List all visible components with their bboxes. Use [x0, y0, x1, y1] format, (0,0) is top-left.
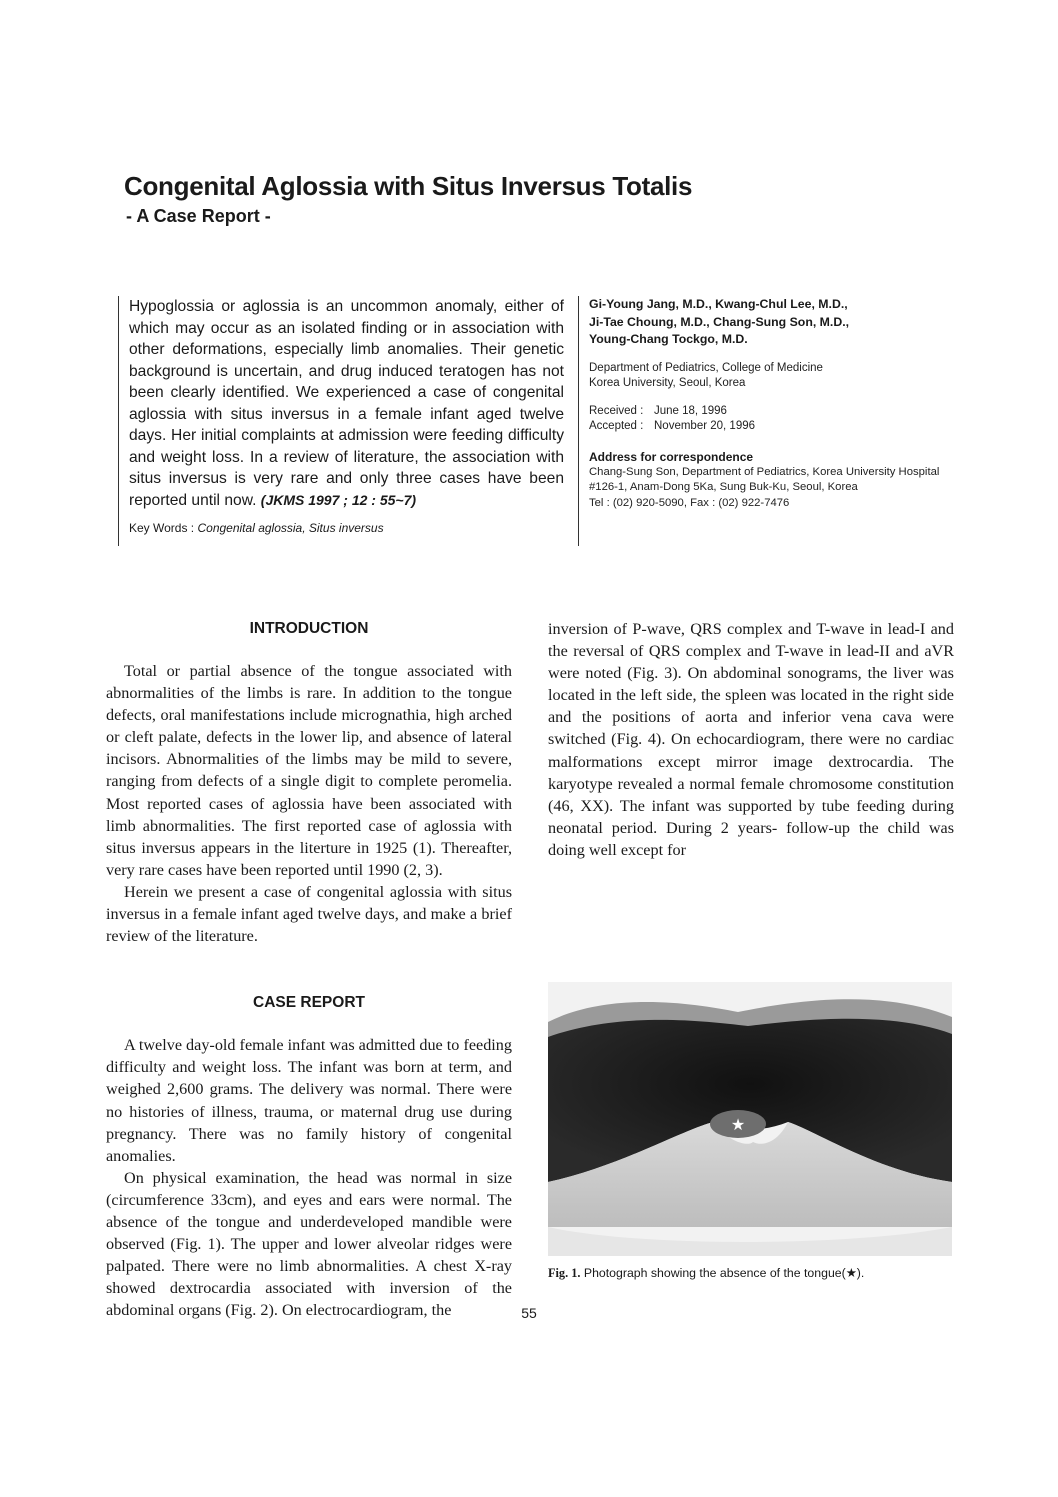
correspondence-line: Tel : (02) 920-5090, Fax : (02) 922-7476 [589, 496, 790, 509]
received-row [589, 404, 958, 420]
accepted-date: November 20, 1996 [654, 420, 756, 432]
affiliation-line: Department of Pediatrics, College of Medicine [589, 361, 823, 374]
author-line: Ji-Tae Choung, M.D., Chang-Sung Son, M.D., [589, 314, 850, 329]
abstract [118, 296, 564, 546]
article-title: Congenital Aglossia with Situs Inversus Totalis [124, 171, 693, 201]
accepted-row [589, 419, 958, 435]
case-report-heading: CASE REPORT [253, 994, 365, 1012]
abstract-body [129, 296, 564, 511]
accepted-label: Accepted : [589, 420, 644, 432]
section-spacer [106, 947, 512, 992]
page-number: 55 [521, 1305, 537, 1321]
introduction-paragraph: Herein we present a case of congenital aglossia with situs inversus in a female infant aged twelve days, and make a brief review of the literature. [106, 882, 512, 946]
keywords-value: Congenital aglossia, Situs inversus [197, 521, 384, 535]
right-column [548, 618, 954, 861]
article-meta [578, 296, 958, 546]
received-label: Received : [589, 404, 644, 417]
introduction-paragraph: Total or partial absence of the tongue associated with abnormalities of the limbs is rare. In addition to the tongue defects, oral manifestations include micrognathia, high arched or cleft palate, defects in the lower lip, and absence of lateral incisors. Abnormalities of the limbs may be mild to severe, ranging from defects of a single digit to complete peromelia. Most reported cases of aglossia have been associated with limb abnormalities. The first reported case of aglossia with situs inversus appears in the literture in 1925 (1). Thereafter, very rare cases have been reported until 1990 (2, 3). [106, 662, 512, 879]
star-marker: ★ [730, 1115, 746, 1134]
author-line: Young-Chang Tockgo, M.D. [589, 332, 748, 346]
case-report-continued: inversion of P-wave, QRS complex and T-wave in lead-I and the reversal of QRS complex and T-wave in lead-II and aVR were noted (Fig. 3). On abdominal sonograms, the liver was located in the left side, the spleen was located in the right side and the positions of aorta and inferior vena cava were switched (Fig. 4). On echocardiogram, there were no cardiac malformations except mirror image dextrocardia. The karyotype revealed a normal female chromosome constitution (46, XX). The infant was supported by tube feeding during neonatal period. During 2 years- follow-up the child was doing well except for [548, 620, 954, 859]
figure-photo [548, 982, 952, 1256]
left-column [106, 618, 512, 1321]
mouth-photograph [548, 982, 952, 1256]
figure-label: Fig. 1. [548, 1266, 581, 1280]
correspondence [589, 465, 958, 512]
case-report-paragraph: On physical examination, the head was normal in size (circumference 33cm), and eyes and ears were normal. The absence of the tongue and underdeveloped mandible were observed (Fig. 1). The upper and lower alveolar ridges were palpated. There were no limb abnormalities. A chest X-ray showed dextrocardia associated with inversion of the abdominal organs (Fig. 2). On electrocardiogram, the [106, 1168, 512, 1320]
title-block [124, 170, 944, 228]
abstract-citation: (JKMS 1997 ; 12 : 55~7) [260, 491, 417, 508]
keywords-label: Key Words : [129, 521, 195, 535]
keywords [129, 521, 564, 535]
case-report-paragraph: A twelve day-old female infant was admitted due to feeding difficulty and weight loss. The infant was born at term, and weighed 2,600 grams. The delivery was normal. There were no histories of illness, trauma, or maternal drug use during pregnancy. There was no family history of congenital anomalies. [106, 1036, 512, 1165]
dates [589, 404, 958, 435]
correspondence-line: Chang-Sung Son, Department of Pediatrics, Korea University Hospital [589, 465, 940, 478]
author-line: Gi-Young Jang, M.D., Kwang-Chul Lee, M.D., [589, 297, 848, 311]
introduction-heading: INTRODUCTION [249, 620, 369, 637]
affiliation-line: Korea University, Seoul, Korea [589, 377, 746, 389]
author-list [589, 296, 958, 349]
received-date: June 18, 1996 [654, 404, 727, 417]
article-subtitle: - A Case Report - [126, 206, 271, 226]
figure-caption-text: Photograph showing the absence of the tongue(★). [583, 1266, 865, 1280]
abstract-text: Hypoglossia or aglossia is an uncommon anomaly, either of which may occur as an isolated finding or in association with other deformations, especially limb anomalies. Their genetic background is uncertain, and drug induced teratogen has not been clearly identified. We experienced a case of congenital aglossia with situs inversus in a female infant aged twelve days. Her initial complaints at admission were feeding difficulty and weight loss. In a review of literature, the association with situs inversus is very rare and only three cases have been reported until now. [129, 298, 564, 509]
figure-caption [548, 1266, 968, 1281]
correspondence-heading: Address for correspondence [589, 449, 754, 464]
correspondence-line: #126-1, Anam-Dong 5Ka, Sung Buk-Ku, Seoul, Korea [589, 481, 858, 493]
affiliation [589, 361, 958, 392]
